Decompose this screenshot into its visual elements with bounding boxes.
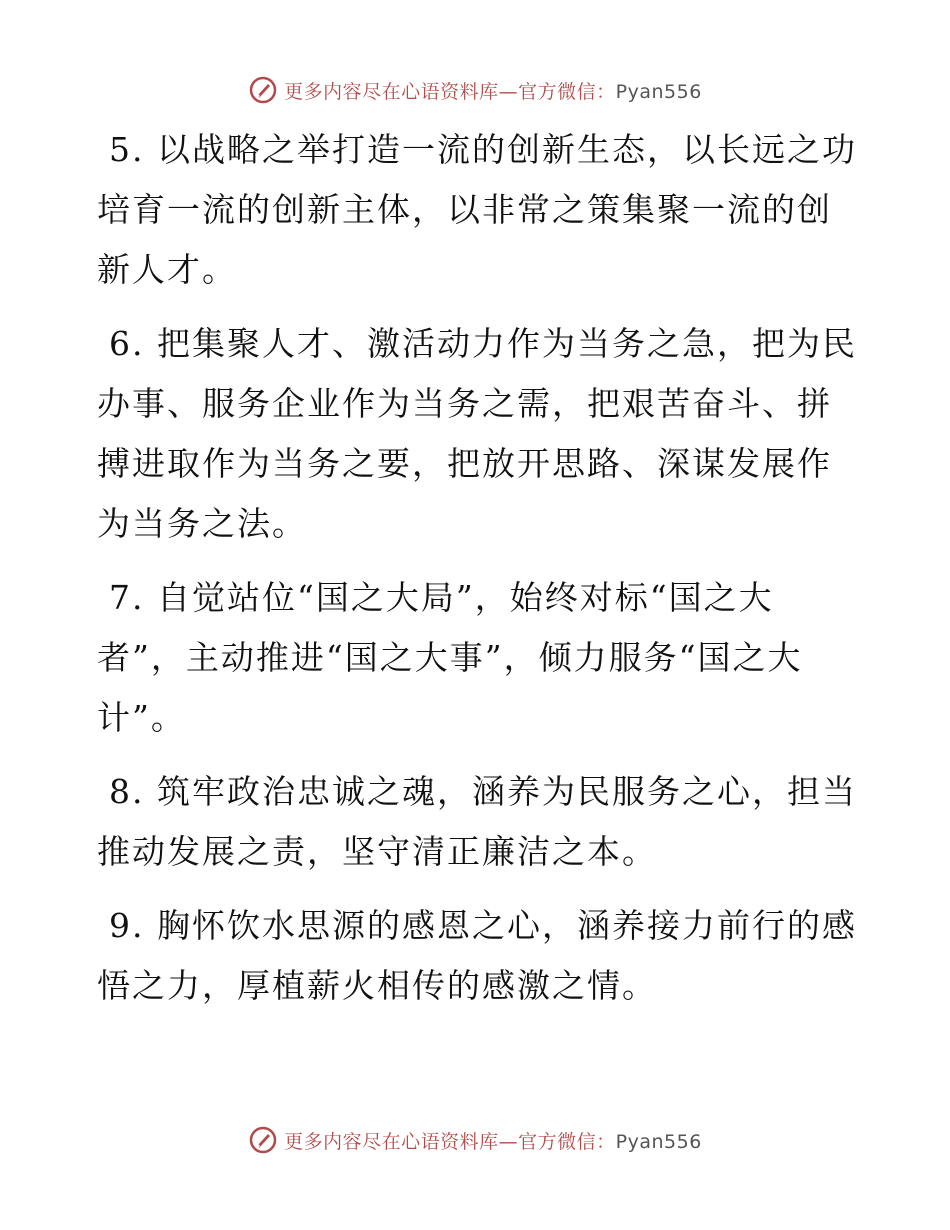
item-5: 5. 以战略之举打造一流的创新生态，以长远之功培育一流的创新主体，以非常之策集聚一流的创新人才。: [97, 130, 857, 289]
wechat-id: Pyan556: [615, 80, 702, 103]
item-7: 7. 自觉站位“国之大局”，始终对标“国之大者”，主动推进“国之大事”，倾力服务“国之大计”。: [97, 578, 803, 737]
wechat-id: Pyan556: [615, 1130, 702, 1153]
item-8: 8. 筑牢政治忠诚之魂，涵养为民服务之心，担当推动发展之责，坚守清正廉洁之本。: [97, 772, 857, 871]
item-6: 6. 把集聚人才、激活动力作为当务之急，把为民办事、服务企业作为当务之需，把艰苦奋斗、拼搏进取作为当务之要，把放开思路、深谋发展作为当务之法。: [97, 324, 857, 543]
item-9: 9. 胸怀饮水思源的感恩之心，涵养接力前行的感悟之力，厚植薪火相传的感激之情。: [97, 906, 857, 1005]
pen-logo-icon: [248, 75, 278, 105]
watermark-text: 更多内容尽在心语资料库—官方微信：Pyan556: [284, 1130, 702, 1153]
document-body: [97, 120, 857, 1016]
header-watermark: [0, 70, 950, 110]
watermark-text: 更多内容尽在心语资料库—官方微信：Pyan556: [284, 80, 702, 103]
pen-logo-icon: [248, 1125, 278, 1155]
footer-watermark: [0, 1120, 950, 1160]
